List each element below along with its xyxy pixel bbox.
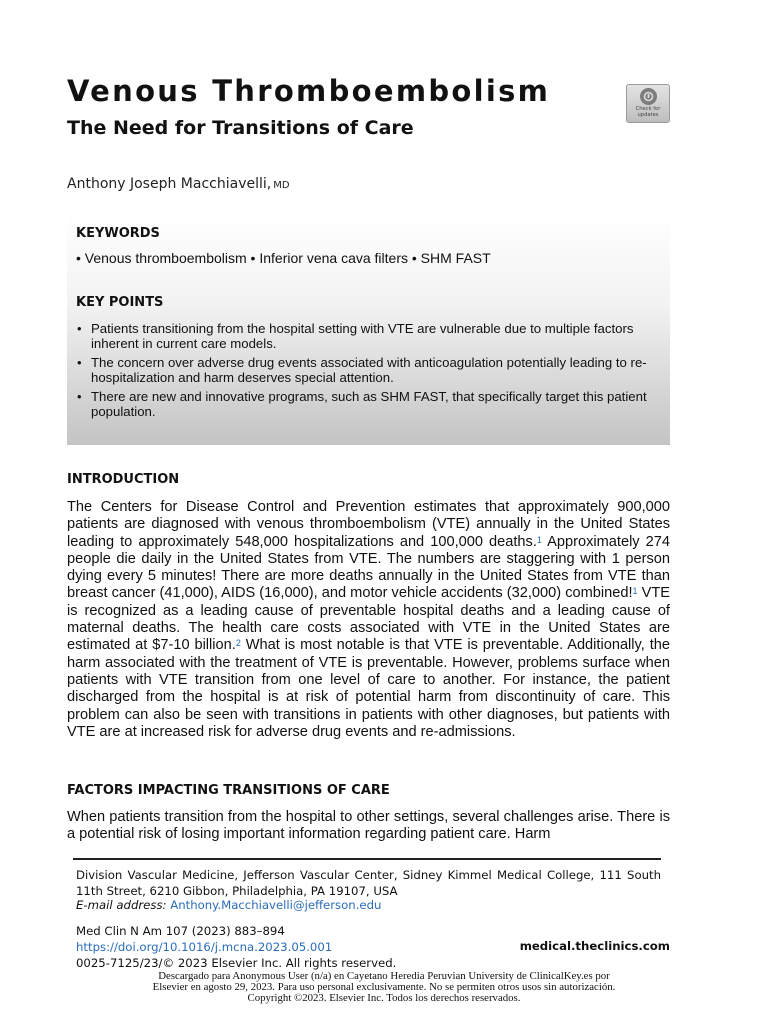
factors-paragraph: When patients transition from the hospital to other settings, several challenges arise. There is a potential risk of losing important information regarding patient care. Harm (67, 809, 670, 843)
intro-text: What is most notable is that VTE is preventable. Additionally, the harm associated with the treatment of VTE is preventable. However, problems surface when patients with VTE transition from one level of care to another. For instance, the patient discharged from the hospital is at risk of potential harm from discontinuity of care. This problem can also be seen with transitions in patients with other diagnoses, but patients with VTE are at increased risk for adverse drug events and re-admissions. (67, 637, 670, 740)
introduction-paragraph (67, 499, 670, 741)
footer-divider (73, 858, 661, 860)
journal-website[interactable]: medical.theclinics.com (519, 939, 670, 953)
key-point-item: • Patients transitioning from the hospital setting with VTE are vulnerable due to multiple factors inherent in current care models. (76, 321, 656, 351)
email-label: E-mail address: (76, 898, 167, 912)
download-notice: Descargado para Anonymous User (n/a) en Cayetano Heredia Peruvian University de ClinicalKey.es por Elsevier en agosto 29, 2023. Para uso personal exclusivamente. No se permiten otros usos sin autorización. Copyright ©2023. Elsevier Inc. Todos los derechos reservados. (152, 970, 616, 1004)
reference-link[interactable]: 1 (536, 534, 542, 545)
keyword-item: Venous thromboembolism (84, 250, 247, 266)
author-line (67, 176, 290, 192)
keywords-keypoints-box (67, 212, 670, 445)
keywords-heading: KEYWORDS (76, 226, 160, 241)
check-for-updates-label: Check for updates (635, 106, 661, 118)
intro-text: The Centers for Disease Control and Prevention estimates that approximately 900,000 patients are diagnosed with venous thromboembolism (VTE) annually in the United States leading to approximately 548,000 hospitalizations and 100,000 deaths. (67, 499, 670, 550)
author-name: Anthony Joseph Macchiavelli, (67, 176, 272, 192)
intro-text: Approximately 274 people die daily in the United States from VTE. The numbers are staggering with 1 person dying every 5 minutes! There are more deaths annually in the United States from VTE than breast cancer (41,000), AIDS (16,000), and motor vehicle accidents (32,000) combined! (67, 533, 670, 602)
doi-link[interactable]: https://doi.org/10.1016/j.mcna.2023.05.001 (76, 940, 333, 954)
email-link[interactable]: Anthony.Macchiavelli@jefferson.edu (170, 898, 382, 912)
key-points-heading: KEY POINTS (76, 295, 164, 310)
author-affiliation: Division Vascular Medicine, Jefferson Vascular Center, Sidney Kimmel Medical College, 111 South 11th Street, 6210 Gibbon, Philadelphia, PA 19107, USA (76, 868, 661, 898)
introduction-heading: INTRODUCTION (67, 472, 180, 487)
key-points-list (76, 321, 656, 423)
factors-heading: FACTORS IMPACTING TRANSITIONS OF CARE (67, 783, 390, 798)
keyword-item: Inferior vena cava filters (259, 250, 408, 266)
email-line (76, 898, 381, 912)
reference-link[interactable]: 1 (632, 586, 638, 597)
keyword-bullet: • (246, 250, 260, 266)
keyword-item: SHM FAST (420, 250, 491, 266)
journal-info (76, 923, 396, 971)
key-point-item: • The concern over adverse drug events associated with anticoagulation potentially leading to re-hospitalization and harm deserves special attention. (76, 355, 656, 385)
copyright-line: 0025-7125/23/© 2023 Elsevier Inc. All rights reserved. (76, 956, 397, 970)
keywords-list (76, 250, 491, 266)
intro-text: VTE is recognized as a leading cause of preventable hospital deaths and a leading cause of maternal deaths. The health care costs associated with VTE in the United States are estimated at $7-10 billion. (67, 585, 670, 654)
article-title: Venous Thromboembolism (67, 74, 551, 108)
article-subtitle: The Need for Transitions of Care (67, 117, 414, 139)
check-for-updates-button[interactable] (626, 84, 670, 123)
reference-link[interactable]: 2 (235, 638, 241, 649)
keyword-bullet: • (407, 250, 421, 266)
key-point-item: • There are new and innovative programs, such as SHM FAST, that specifically target this patient population. (76, 389, 656, 419)
author-degree: MD (273, 180, 290, 191)
check-for-updates-icon (640, 88, 657, 105)
journal-citation: Med Clin N Am 107 (2023) 883–894 (76, 924, 285, 938)
keyword-bullet: • (76, 250, 85, 266)
